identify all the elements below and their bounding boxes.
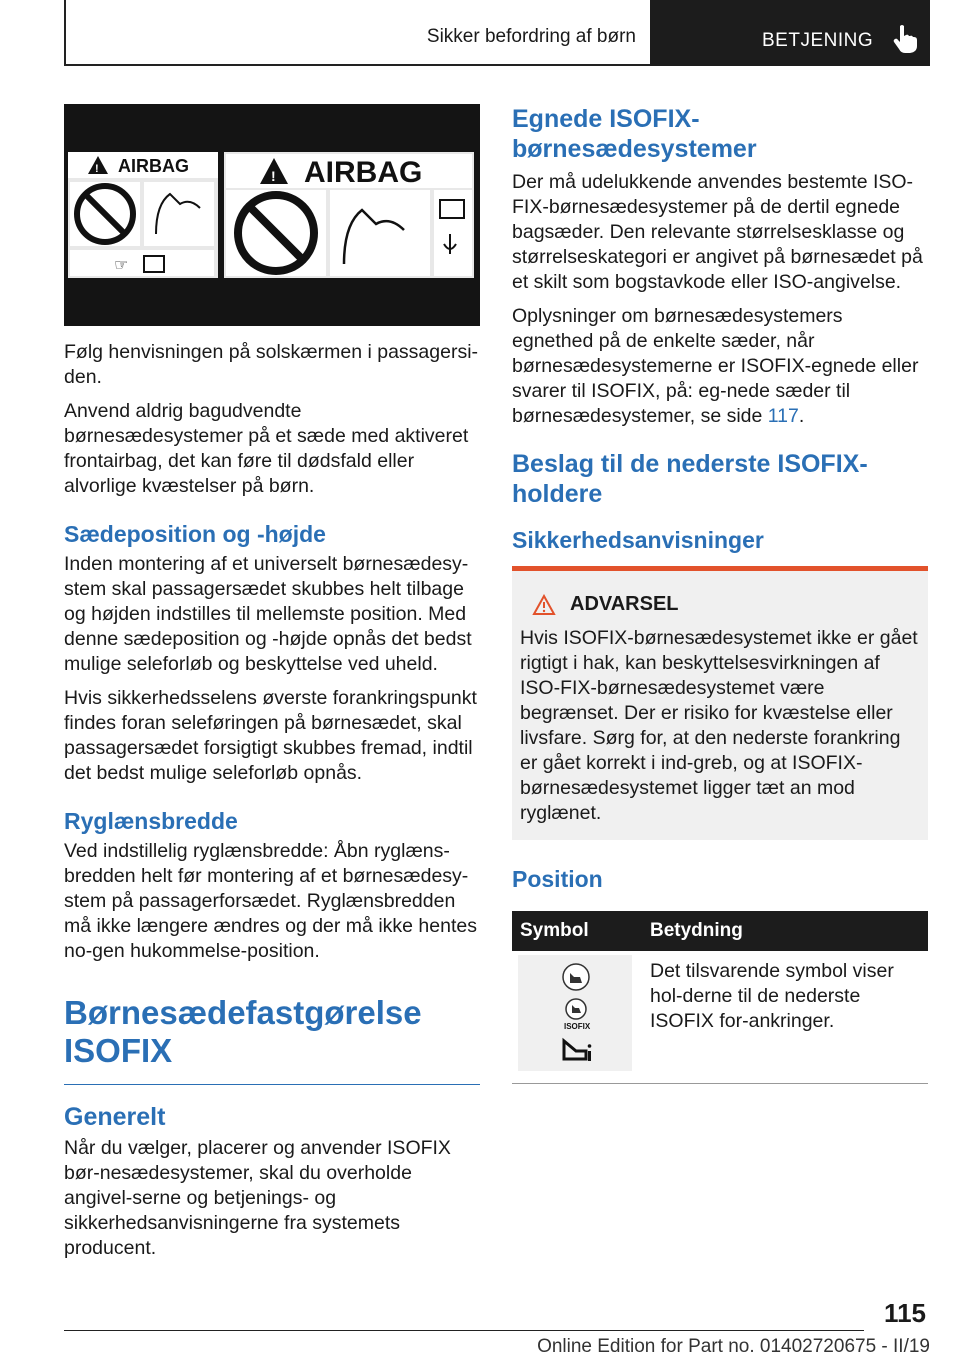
table-row (512, 951, 928, 1071)
hand-pointer-icon (892, 24, 918, 54)
airbag-label-small: AIRBAG (118, 156, 189, 176)
svg-text:!: ! (271, 168, 276, 184)
heading-general: Generelt (64, 1103, 166, 1131)
paragraph: Når du vælger, placerer og anvender ISOFIX bør-nesædesystemer, skal du overholde angivel-serne og betjenings- og sikkerhedsanvisningerne fra systemets producent. (64, 1137, 451, 1259)
right-column (512, 104, 928, 1084)
table-header-symbol: Symbol (512, 911, 642, 951)
page-link[interactable]: 117 (767, 405, 799, 427)
symbol-table (512, 911, 928, 1071)
paragraph: Følg henvisningen på solskærmen i passagersi-den. (64, 341, 479, 388)
warning-box (512, 566, 928, 840)
header-rule-bottom (64, 64, 650, 66)
heading-line: børnesædesystemer (512, 135, 757, 163)
paragraph: Anvend aldrig bagudvendte børnesædesystemer på et sæde med aktiveret frontairbag, det kan føre til dødsfald eller alvorlige kvæstelser på børn. (64, 400, 469, 497)
paragraph: Der må udelukkende anvendes bestemte ISO-FIX-børnesædesystemer på de dertil egnede bagsæder. Den relevante størrelsesklasse og størrelseskategori er angivet på børnesædet på et skilt som bogstavkode eller ISO-angivelse. (512, 171, 923, 293)
warning-title (532, 593, 920, 616)
svg-text:!: ! (95, 163, 99, 175)
section-title: Sikker befordring af børn (426, 26, 636, 47)
isofix-symbols (518, 955, 632, 1071)
footer-rule (64, 1330, 864, 1331)
left-column (64, 340, 480, 1270)
table-bottom-rule (512, 1083, 928, 1084)
svg-text:☞: ☞ (114, 257, 129, 274)
chapter-label: BETJENING (762, 30, 874, 51)
airbag-warning-image (64, 104, 480, 326)
heading-safety: Sikkerhedsanvisninger (512, 527, 764, 553)
heading-backrest-width: Ryglænsbredde (64, 808, 238, 834)
heading-seat-position: Sædeposition og ‑højde (64, 521, 326, 547)
heading-line: Børnesædefastgørelse (64, 994, 422, 1031)
heading-line: ISOFIX (64, 1032, 173, 1069)
table-cell-symbol (512, 951, 642, 1071)
heading-line: holdere (512, 480, 603, 508)
heading-rule (64, 1084, 480, 1085)
isofix-symbol-label: ISOFIX (564, 1022, 591, 1031)
table-header-row (512, 911, 928, 951)
page-number: 115 (884, 1298, 926, 1328)
header-rule-left (64, 0, 66, 66)
warning-label: ADVARSEL (570, 593, 679, 615)
chapter-tab[interactable] (650, 0, 930, 66)
warning-text: Hvis ISOFIX-børnesædesystemet ikke er gået rigtigt i hak, kan beskyttelsesvirkningen af ISO-FIX-børnesædesystemet være begrænset. Der er risiko for kvæstelse eller livsfare. Sørg for, at den nederste forankring er gået korrekt i ind-greb, og at ISOFIX-børnesædesystemet ligger tæt an mod ryglænet. (520, 627, 918, 824)
paragraph: Ved indstillelig ryglænsbredde: Åbn ryglæns-bredden helt før montering af et børnesædesy-stem på passagerforsædet. Ryglænsbredden må ikke længere ændres og der må ikke hentes no-gen hukommelse-position. (64, 840, 477, 962)
heading-line: Beslag til de nederste ISOFIX- (512, 450, 868, 478)
warning-triangle-icon (532, 594, 556, 616)
paragraph: Inden montering af et universelt børnesædesy-stem skal passagersædet skubbes helt tilbage og højden indstilles til mellemste position. Med denne sædeposition og ‑højde opnås det bedst mulige seleforløb og beskyttelse ved uheld. (64, 553, 472, 675)
heading-brackets (512, 449, 928, 509)
paragraph: Hvis sikkerhedsselens øverste forankringspunkt findes foran seleføringen på børnesædet, skal passagersædet forsigtigt skubbes fremad, indtil det bedst mulige seleforløb opnås. (64, 687, 477, 784)
heading-line: Egnede ISOFIX- (512, 105, 700, 133)
table-cell-meaning: Det tilsvarende symbol viser hol-derne til de nederste ISOFIX for-ankringer. (650, 960, 894, 1032)
airbag-label-large: AIRBAG (304, 156, 423, 189)
table-header-meaning: Betydning (642, 911, 928, 951)
footer-edition: Online Edition for Part no. 01402720675 - II/19 (537, 1336, 930, 1357)
paragraph: Oplysninger om børnesædesystemers egnethed på de enkelte sæder, når børnesædesystemerne er ISOFIX-egnede eller svarer til ISOFIX, på: eg-nede sæder til børnesædesystemer, se side 117. (512, 305, 919, 427)
heading-position: Position (512, 866, 603, 892)
heading-suitable-systems (512, 104, 928, 164)
heading-isofix-main (64, 994, 480, 1070)
